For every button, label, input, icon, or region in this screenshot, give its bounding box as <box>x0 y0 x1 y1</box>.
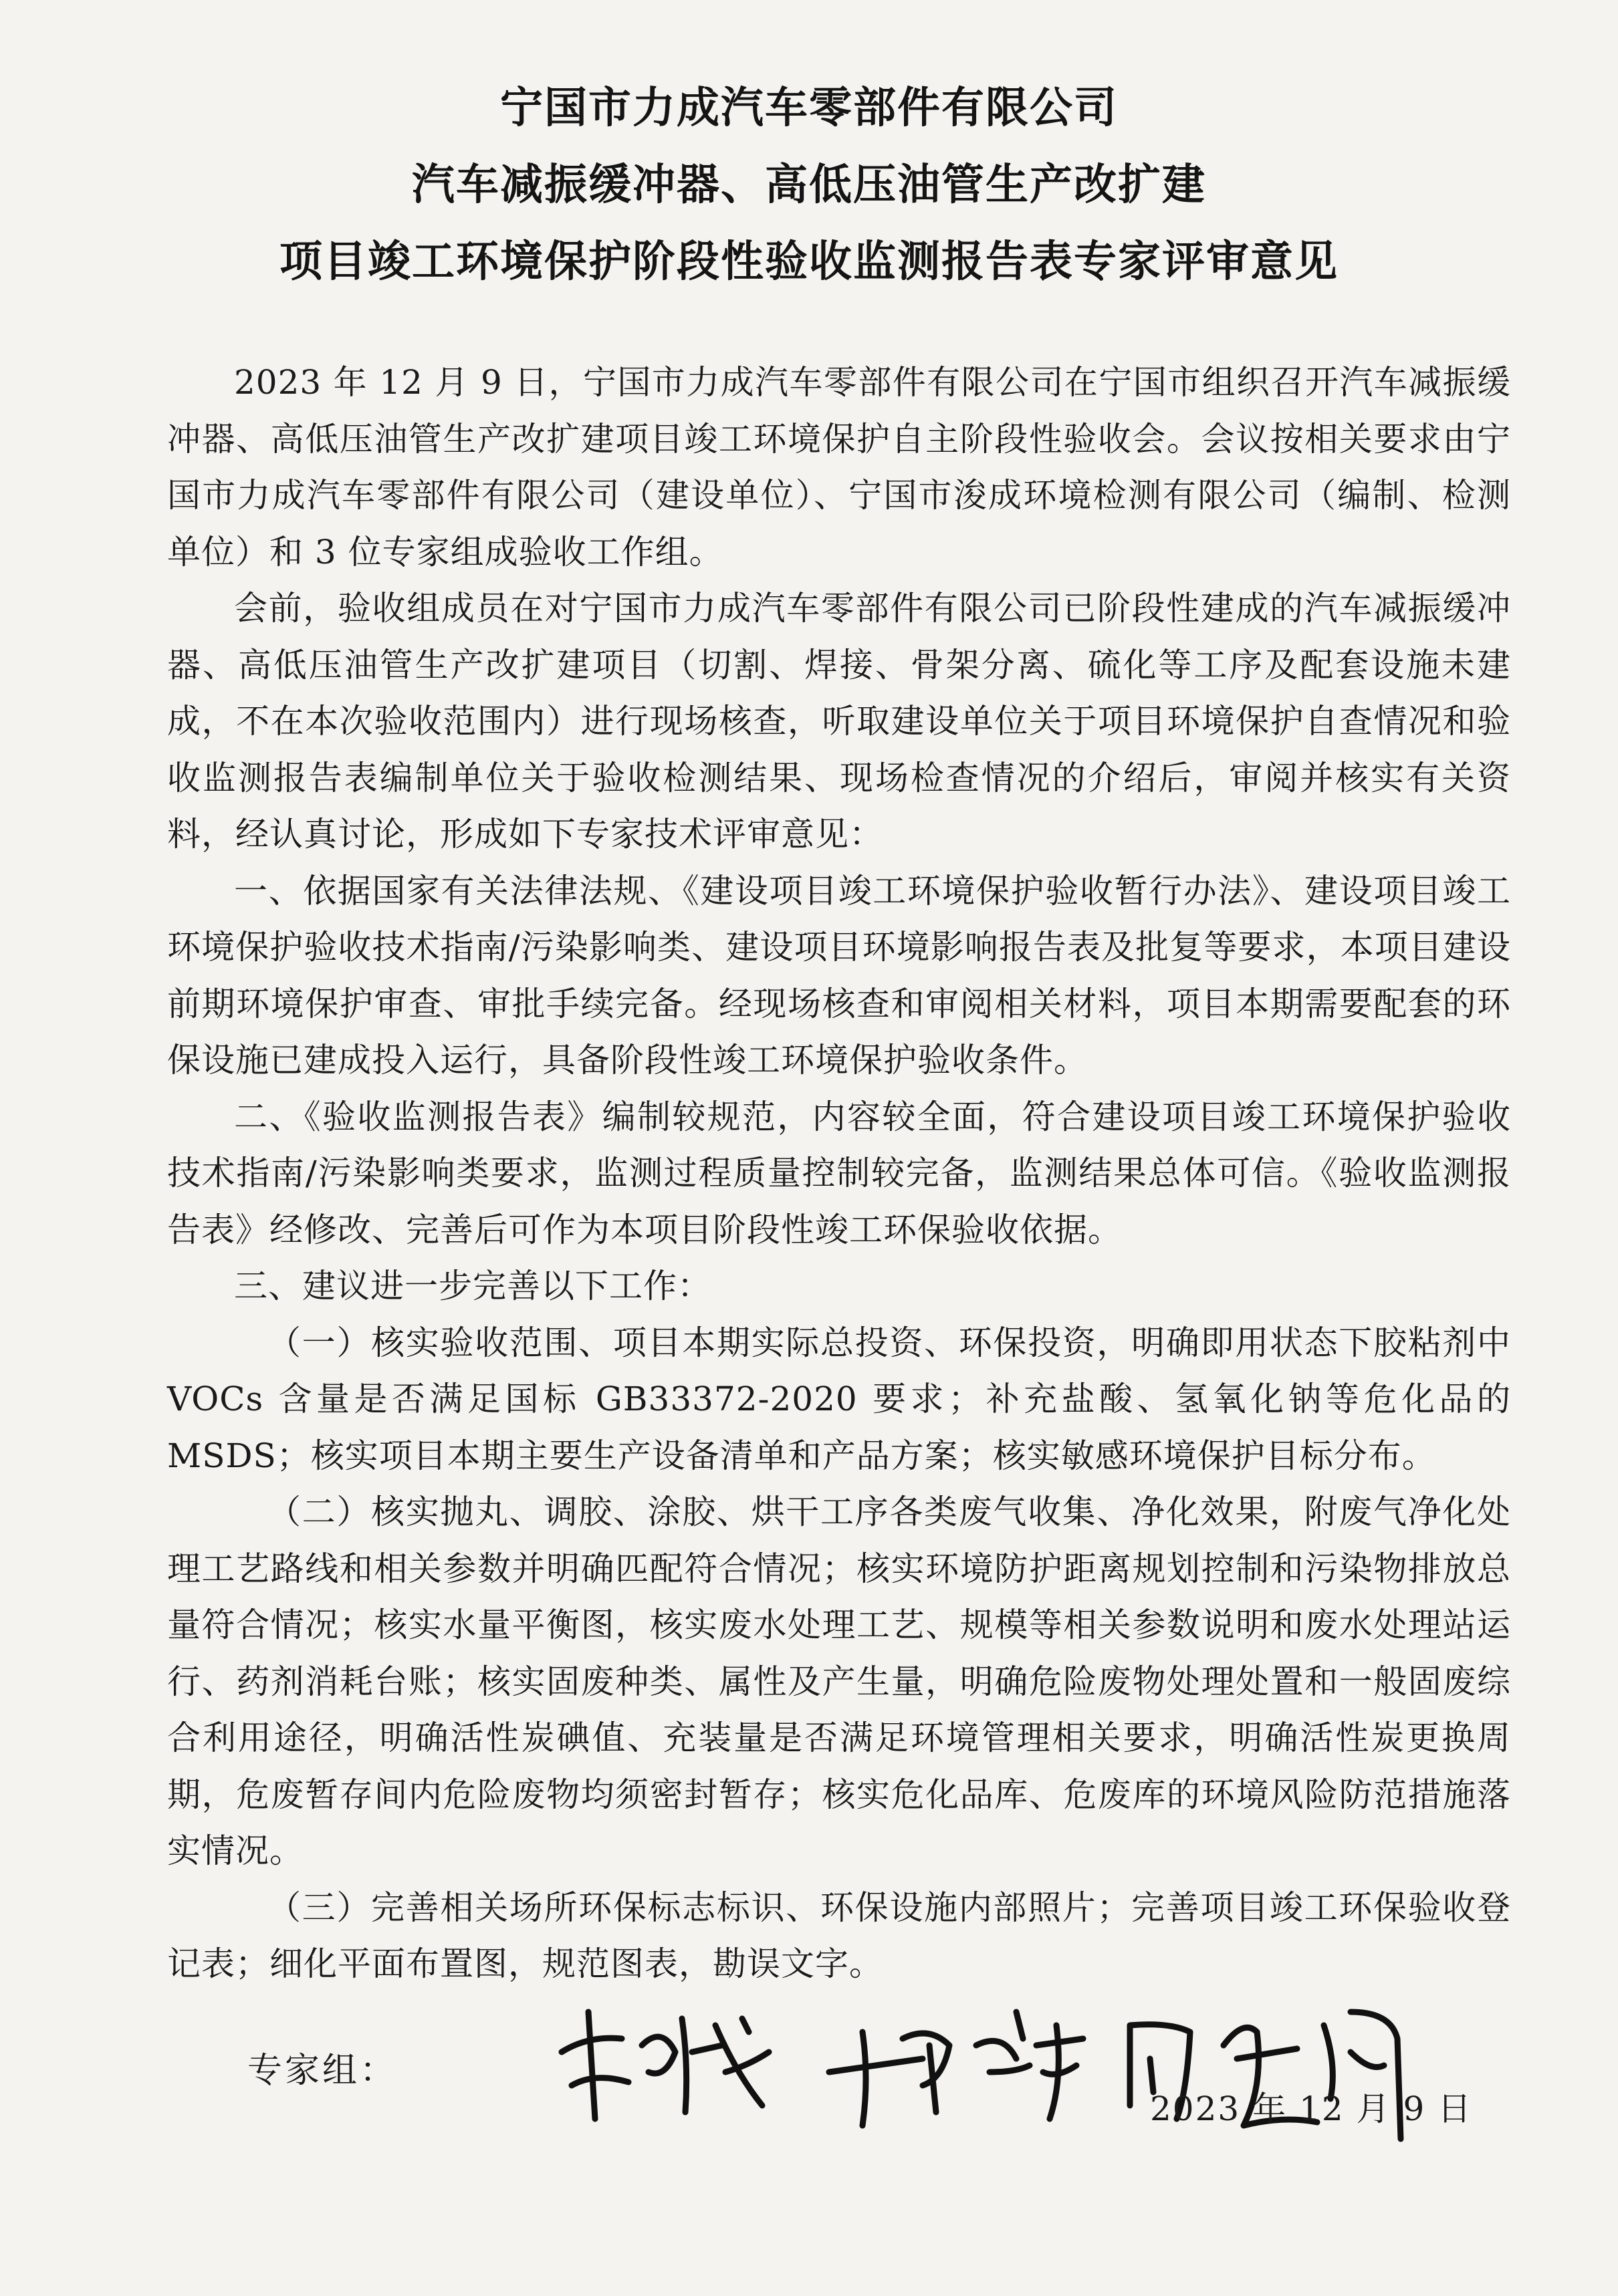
signature-1 <box>562 2012 769 2119</box>
paragraph-opinion-1: 一、依据国家有关法律法规、《建设项目竣工环境保护验收暂行办法》、建设项目竣工环境保护验收技术指南/污染影响类、建设项目环境影响报告表及批复等要求，本项目建设前期环境保护审查、审批手续完备。经现场核查和审阅相关材料，项目本期需要配套的环保设施已建成投入运行，具备阶段性竣工环境保护验收条件。 <box>167 871 1511 1079</box>
paragraph-meeting: 2023 年 12 月 9 日，宁国市力成汽车零部件有限公司在宁国市组织召开汽车减振缓冲器、高低压油管生产改扩建项目竣工环境保护自主阶段性验收会。会议按相关要求由宁国市力成汽车零部件有限公司（建设单位）、宁国市浚成环境检测有限公司（编制、检测单位）和 3 位专家组成验收工作组。 <box>167 363 1511 571</box>
title-report: 项目竣工环境保护阶段性验收监测报告表专家评审意见 <box>279 237 1339 287</box>
expert-group-label: 专家组： <box>247 2051 398 2091</box>
title-company: 宁国市力成汽车零部件有限公司 <box>500 84 1118 133</box>
document-body <box>167 354 1511 1993</box>
title-project: 汽车减振缓冲器、高低压油管生产改扩建 <box>412 160 1206 210</box>
paragraph-suggestion-3: （三）完善相关场所环保标志标识、环保设施内部照片；完善项目竣工环保验收登记表；细化平面布置图，规范图表，勘误文字。 <box>167 1888 1511 1983</box>
paragraph-review-process: 会前，验收组成员在对宁国市力成汽车零部件有限公司已阶段性建成的汽车减振缓冲器、高低压油管生产改扩建项目（切割、焊接、骨架分离、硫化等工序及配套设施未建成，不在本次验收范围内）进行现场核查，听取建设单位关于项目环境保护自查情况和验收监测报告表编制单位关于验收检测结果、现场检查情况的介绍后，审阅并核实有关资料，经认真讨论，形成如下专家技术评审意见： <box>167 589 1511 854</box>
paragraph-suggestion-2: （二）核实抛丸、调胶、涂胶、烘干工序各类废气收集、净化效果，附废气净化处理工艺路线和相关参数并明确匹配符合情况；核实环境防护距离规划控制和污染物排放总量符合情况；核实水量平衡图，核实废水处理工艺、规模等相关参数说明和废水处理站运行、药剂消耗台账；核实固废种类、属性及产生量，明确危险废物处理处置和一般固废综合利用途径，明确活性炭碘值、充装量是否满足环境管理相关要求，明确活性炭更换周期，危废暂存间内危险废物均须密封暂存；核实危化品库、危废库的环境风险防范措施落实情况。 <box>167 1493 1511 1870</box>
signature-2 <box>829 2012 1083 2126</box>
paragraph-opinion-2: 二、《验收监测报告表》编制较规范，内容较全面，符合建设项目竣工环境保护验收技术指南/污染影响类要求，监测过程质量控制较完备，监测结果总体可信。《验收监测报告表》经修改、完善后可作为本项目阶段性竣工环保验收依据。 <box>167 1097 1511 1249</box>
paragraph-opinion-3: 三、建议进一步完善以下工作： <box>234 1267 711 1305</box>
sign-date: 2023 年 12 月 9 日 <box>1150 2089 1473 2128</box>
paragraph-suggestion-1: （一）核实验收范围、项目本期实际总投资、环保投资，明确即用状态下胶粘剂中 VOCs 含量是否满足国标 GB33372-2020 要求；补充盐酸、氢氧化钠等危化品的 MSDS；核实项目本期主要生产设备清单和产品方案；核实敏感环境保护目标分布。 <box>167 1323 1511 1475</box>
